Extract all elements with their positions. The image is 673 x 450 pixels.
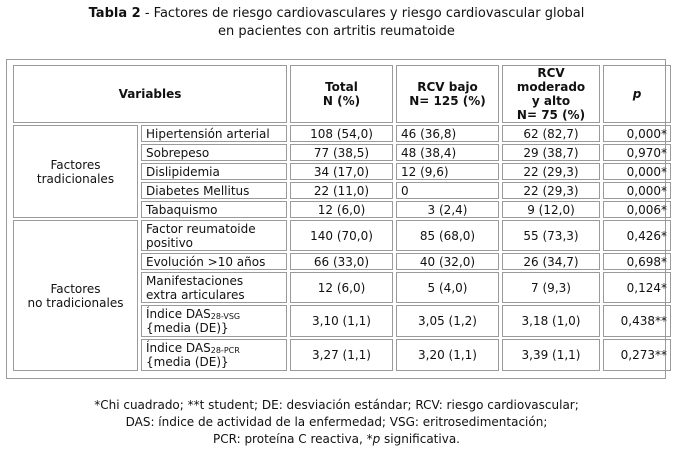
table-row <box>13 220 671 251</box>
row-bajo: 3,05 (1,2) <box>396 305 499 337</box>
row-name-text: Índice DAS <box>146 307 211 321</box>
row-name: Evolución >10 años <box>141 253 287 270</box>
row-p: 0,000* <box>603 182 671 199</box>
row-total: 3,10 (1,1) <box>290 305 393 337</box>
header-p-label: p <box>632 87 642 101</box>
row-alto: 3,18 (1,0) <box>502 305 600 337</box>
group-no-tradicionales <box>13 220 138 371</box>
row-p: 0,970* <box>603 144 671 161</box>
row-total: 77 (38,5) <box>290 144 393 161</box>
row-total: 3,27 (1,1) <box>290 339 393 371</box>
row-alto: 62 (82,7) <box>502 125 600 142</box>
header-rcv-alto-3: y alto <box>531 94 571 108</box>
caption-line-1 <box>0 5 673 23</box>
row-bajo: 3,20 (1,1) <box>396 339 499 371</box>
data-table <box>10 63 673 373</box>
row-bajo: 0 <box>396 182 499 199</box>
table-footnotes <box>0 397 673 448</box>
table-caption <box>0 5 673 41</box>
header-variables: Variables <box>13 65 287 123</box>
row-alto: 9 (12,0) <box>502 201 600 218</box>
header-rcv-bajo-1: RCV bajo <box>417 80 478 94</box>
row-total: 66 (33,0) <box>290 253 393 270</box>
row-name-2: positivo <box>146 235 194 250</box>
row-alto: 26 (34,7) <box>502 253 600 270</box>
row-name: Sobrepeso <box>141 144 287 161</box>
row-total: 12 (6,0) <box>290 201 393 218</box>
row-p: 0,006* <box>603 201 671 218</box>
row-p: 0,273** <box>603 339 671 371</box>
header-rcv-alto-4: N= 75 (%) <box>516 108 586 122</box>
header-rcv-alto <box>502 65 600 123</box>
row-name-2: extra articulares <box>146 287 245 302</box>
row-bajo: 48 (38,4) <box>396 144 499 161</box>
footnote-line-3 <box>0 431 673 448</box>
header-total <box>290 65 393 123</box>
row-total: 12 (6,0) <box>290 272 393 303</box>
footnote-p-italic: p <box>372 432 381 446</box>
row-total: 108 (54,0) <box>290 125 393 142</box>
row-total: 34 (17,0) <box>290 163 393 180</box>
row-p: 0,426* <box>603 220 671 251</box>
group-tradicionales-1: Factores <box>50 157 101 172</box>
footnote-line-2: DAS: índice de actividad de la enfermedad; VSG: eritrosedimentación; <box>125 415 548 429</box>
header-row <box>13 65 671 123</box>
caption-title-2: en pacientes con artritis reumatoide <box>218 24 455 39</box>
table-label: Tabla 2 <box>88 6 141 21</box>
row-alto: 55 (73,3) <box>502 220 600 251</box>
row-name <box>141 272 287 303</box>
row-name-subscript: 28-PCR <box>210 346 240 355</box>
caption-title-1: Factores de riesgo cardiovasculares y riesgo cardiovascular global <box>153 6 585 21</box>
table-row <box>13 125 671 142</box>
row-name <box>141 220 287 251</box>
row-alto: 22 (29,3) <box>502 182 600 199</box>
row-bajo: 40 (32,0) <box>396 253 499 270</box>
caption-separator: - <box>140 6 154 21</box>
row-name-1: Manifestaciones <box>146 273 244 288</box>
row-name-1 <box>146 341 282 355</box>
row-alto: 3,39 (1,1) <box>502 339 600 371</box>
footnote-line-3-b: significativa. <box>380 432 460 446</box>
row-p: 0,000* <box>603 163 671 180</box>
header-rcv-bajo <box>396 65 499 123</box>
row-total: 140 (70,0) <box>290 220 393 251</box>
row-name-2: {media (DE)} <box>146 355 229 369</box>
row-bajo: 3 (2,4) <box>396 201 499 218</box>
group-no-tradicionales-2: no tradicionales <box>27 295 124 310</box>
row-bajo: 5 (4,0) <box>396 272 499 303</box>
header-rcv-alto-2: moderado <box>516 80 586 94</box>
group-tradicionales <box>13 125 138 218</box>
row-name <box>141 339 287 371</box>
row-name-2: {media (DE)} <box>146 321 229 335</box>
footnote-line-3-a: PCR: proteína C reactiva, * <box>213 432 373 446</box>
header-p <box>603 65 671 123</box>
row-bajo: 46 (36,8) <box>396 125 499 142</box>
row-name-text: Índice DAS <box>146 341 211 355</box>
row-name: Diabetes Mellitus <box>141 182 287 199</box>
row-alto: 29 (38,7) <box>502 144 600 161</box>
row-name-1 <box>146 307 282 321</box>
row-name: Hipertensión arterial <box>141 125 287 142</box>
header-rcv-alto-1: RCV <box>537 66 565 80</box>
row-bajo: 85 (68,0) <box>396 220 499 251</box>
group-tradicionales-2: tradicionales <box>36 171 115 186</box>
group-no-tradicionales-1: Factores <box>50 281 101 296</box>
row-name-subscript: 28-VSG <box>210 312 241 321</box>
row-p: 0,698* <box>603 253 671 270</box>
row-alto: 22 (29,3) <box>502 163 600 180</box>
row-name-1: Factor reumatoide <box>146 221 256 236</box>
row-p: 0,000* <box>603 125 671 142</box>
row-name <box>141 305 287 337</box>
header-rcv-bajo-2: N= 125 (%) <box>409 94 486 108</box>
row-name: Tabaquismo <box>141 201 287 218</box>
row-p: 0,438** <box>603 305 671 337</box>
row-bajo: 12 (9,6) <box>396 163 499 180</box>
row-name: Dislipidemia <box>141 163 287 180</box>
header-total-1: Total <box>325 80 358 94</box>
row-total: 22 (11,0) <box>290 182 393 199</box>
header-total-2: N (%) <box>322 94 361 108</box>
row-alto: 7 (9,3) <box>502 272 600 303</box>
row-p: 0,124* <box>603 272 671 303</box>
footnote-line-1: *Chi cuadrado; **t student; DE: desviación estándar; RCV: riesgo cardiovascular; <box>94 398 579 412</box>
